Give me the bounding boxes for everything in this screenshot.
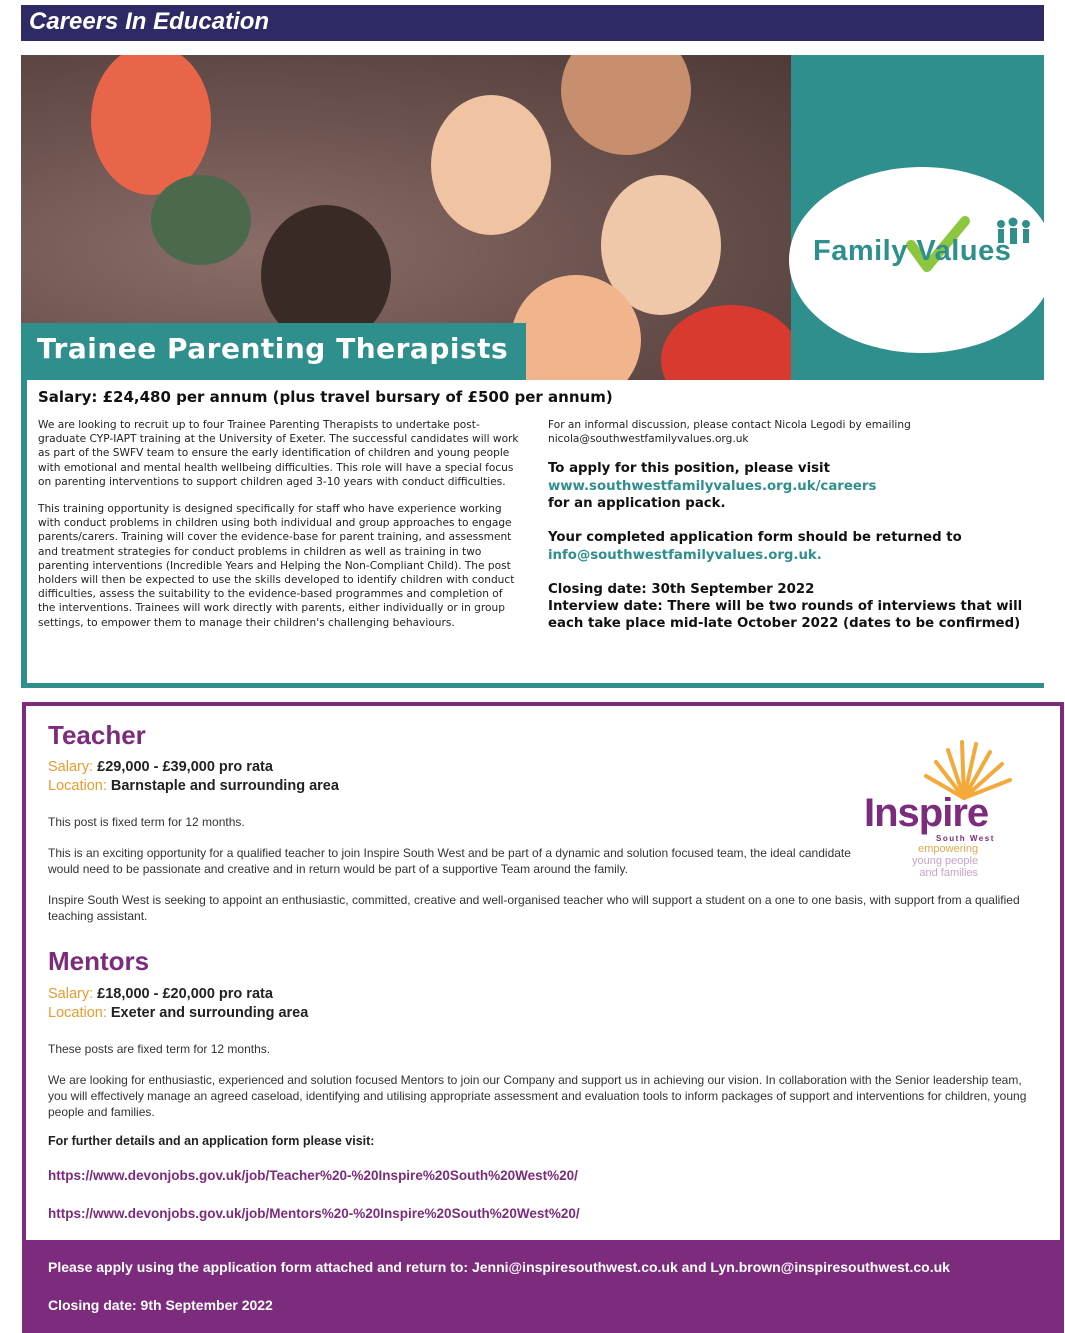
description-paragraph: We are looking to recruit up to four Trainee Parenting Therapists to undertake post-graduate CYP-IAPT training at the University of Exeter. The successful candidates will work as part of the SWFV team to ensure the early identification of children and young people with emotional and mental health wellbeing difficulties. This role will have a special focus on parenting interventions to support children aged 3-10 years with conduct difficulties.	[38, 419, 519, 488]
teacher-heading: Teacher	[48, 720, 146, 750]
location-value: Barnstaple and surrounding area	[110, 778, 339, 794]
section-header-bar	[21, 5, 1044, 41]
mentors-paragraph: We are looking for enthusiastic, experienced and solution focused Mentors to join our Company and support us in achieving our vision. In collaboration with the Senior leadership team, you will effectively manage an agreed caseload, identifying and utilising appropriate assessment and evaluation tools to inform packages of support and interventions for children, young people and families.	[48, 1073, 1027, 1119]
careers-link[interactable]: www.southwestfamilyvalues.org.uk/careers	[548, 478, 877, 494]
apply-pack-text: for an application pack.	[548, 496, 726, 511]
inspire-logo-word: Inspire	[864, 791, 989, 835]
apply-instructions: Please apply using the application form attached and return to: Jenni@inspiresouthwest.co.uk and Lyn.brown@inspiresouthwest.co.uk	[48, 1259, 950, 1275]
inspire-logo	[864, 736, 1034, 886]
return-block	[548, 529, 1048, 564]
mentors-salary	[48, 986, 273, 1002]
teacher-location	[48, 778, 339, 794]
inspire-logo-subtitle: South West	[936, 834, 995, 843]
mentors-job-link[interactable]: https://www.devonjobs.gov.uk/job/Mentors%20-%20Inspire%20South%20West%20/	[48, 1206, 580, 1221]
mentors-heading: Mentors	[48, 946, 150, 976]
return-email-link[interactable]: info@southwestfamilyvalues.org.uk.	[548, 547, 822, 563]
title-banner	[21, 323, 526, 380]
teacher-job-link[interactable]: https://www.devonjobs.gov.uk/job/Teacher%20-%20Inspire%20South%20West%20/	[48, 1168, 578, 1183]
family-values-logo-text: Family Values	[813, 235, 1012, 267]
teacher-salary	[48, 759, 273, 775]
job-description	[38, 418, 523, 643]
dates-block	[548, 581, 1048, 633]
salary-value: £29,000 - £39,000 pro rata	[97, 759, 273, 775]
interview-date: Interview date: There will be two rounds of interviews that will each take place mid-late October 2022 (dates to be confirmed)	[548, 599, 1023, 632]
further-details: For further details and an application form please visit:	[48, 1134, 375, 1148]
inspire-logo-tagline: empowering young people and families	[912, 843, 979, 879]
return-instruction: Your completed application form should be returned to	[548, 530, 962, 546]
contact-text: For an informal discussion, please contact Nicola Legodi by emailing nicola@southwestfamilyvalues.org.uk	[548, 419, 911, 446]
inspire-body	[26, 706, 1060, 1240]
teacher-paragraph: This is an exciting opportunity for a qualified teacher to join Inspire South West and be part of a dynamic and solution focused team, the ideal candidate would need to be passionate and creative and in return would be part of a supportive Team around the family.	[48, 846, 851, 876]
teacher-term: This post is fixed term for 12 months.	[48, 815, 245, 829]
salary-label: Salary:	[48, 986, 94, 1002]
description-paragraph: This training opportunity is designed specifically for staff who have experience working with conduct problems in children using both individual and group approaches to engage parents/carers. Training will cover the evidence-base for parent training, and assessment and treatment strategies for conduct problems in children as well as training in two parenting interventions (Incredible Years and Helping the Non-Compliant Child). The post holders will then be expected to use the skills developed to identify children with conduct difficulties, assess the suitability to the evidence-based programmes and completion of the interventions. Trainees will work directly with parents, either individually or in group settings, to empower them to manage their children's challenging behaviours.	[38, 503, 515, 629]
mentors-term: These posts are fixed term for 12 months.	[48, 1042, 271, 1056]
apply-block	[548, 460, 1048, 512]
section-title: Careers In Education	[29, 8, 270, 35]
apply-instruction: To apply for this position, please visit	[548, 461, 830, 477]
location-value: Exeter and surrounding area	[110, 1005, 309, 1021]
family-values-body	[27, 380, 1061, 683]
salary-value: £18,000 - £20,000 pro rata	[97, 986, 273, 1002]
inspire-advert	[22, 702, 1064, 1333]
teacher-paragraph: Inspire South West is seeking to appoint an enthusiastic, committed, creative and well-organised teacher who will support a student on a one to one basis, with support from a qualified teaching assistant.	[48, 893, 1020, 923]
mentors-location	[48, 1005, 308, 1021]
location-label: Location:	[48, 1005, 107, 1021]
salary: Salary: £24,480 per annum (plus travel bursary of £500 per annum)	[38, 388, 613, 406]
application-info	[548, 418, 1048, 650]
location-label: Location:	[48, 778, 107, 794]
closing-date: Closing date: 9th September 2022	[48, 1297, 273, 1313]
family-values-advert	[21, 55, 1044, 688]
job-title: Trainee Parenting Therapists	[37, 332, 509, 365]
closing-date: Closing date: 30th September 2022	[548, 581, 815, 597]
salary-label: Salary:	[48, 759, 94, 775]
